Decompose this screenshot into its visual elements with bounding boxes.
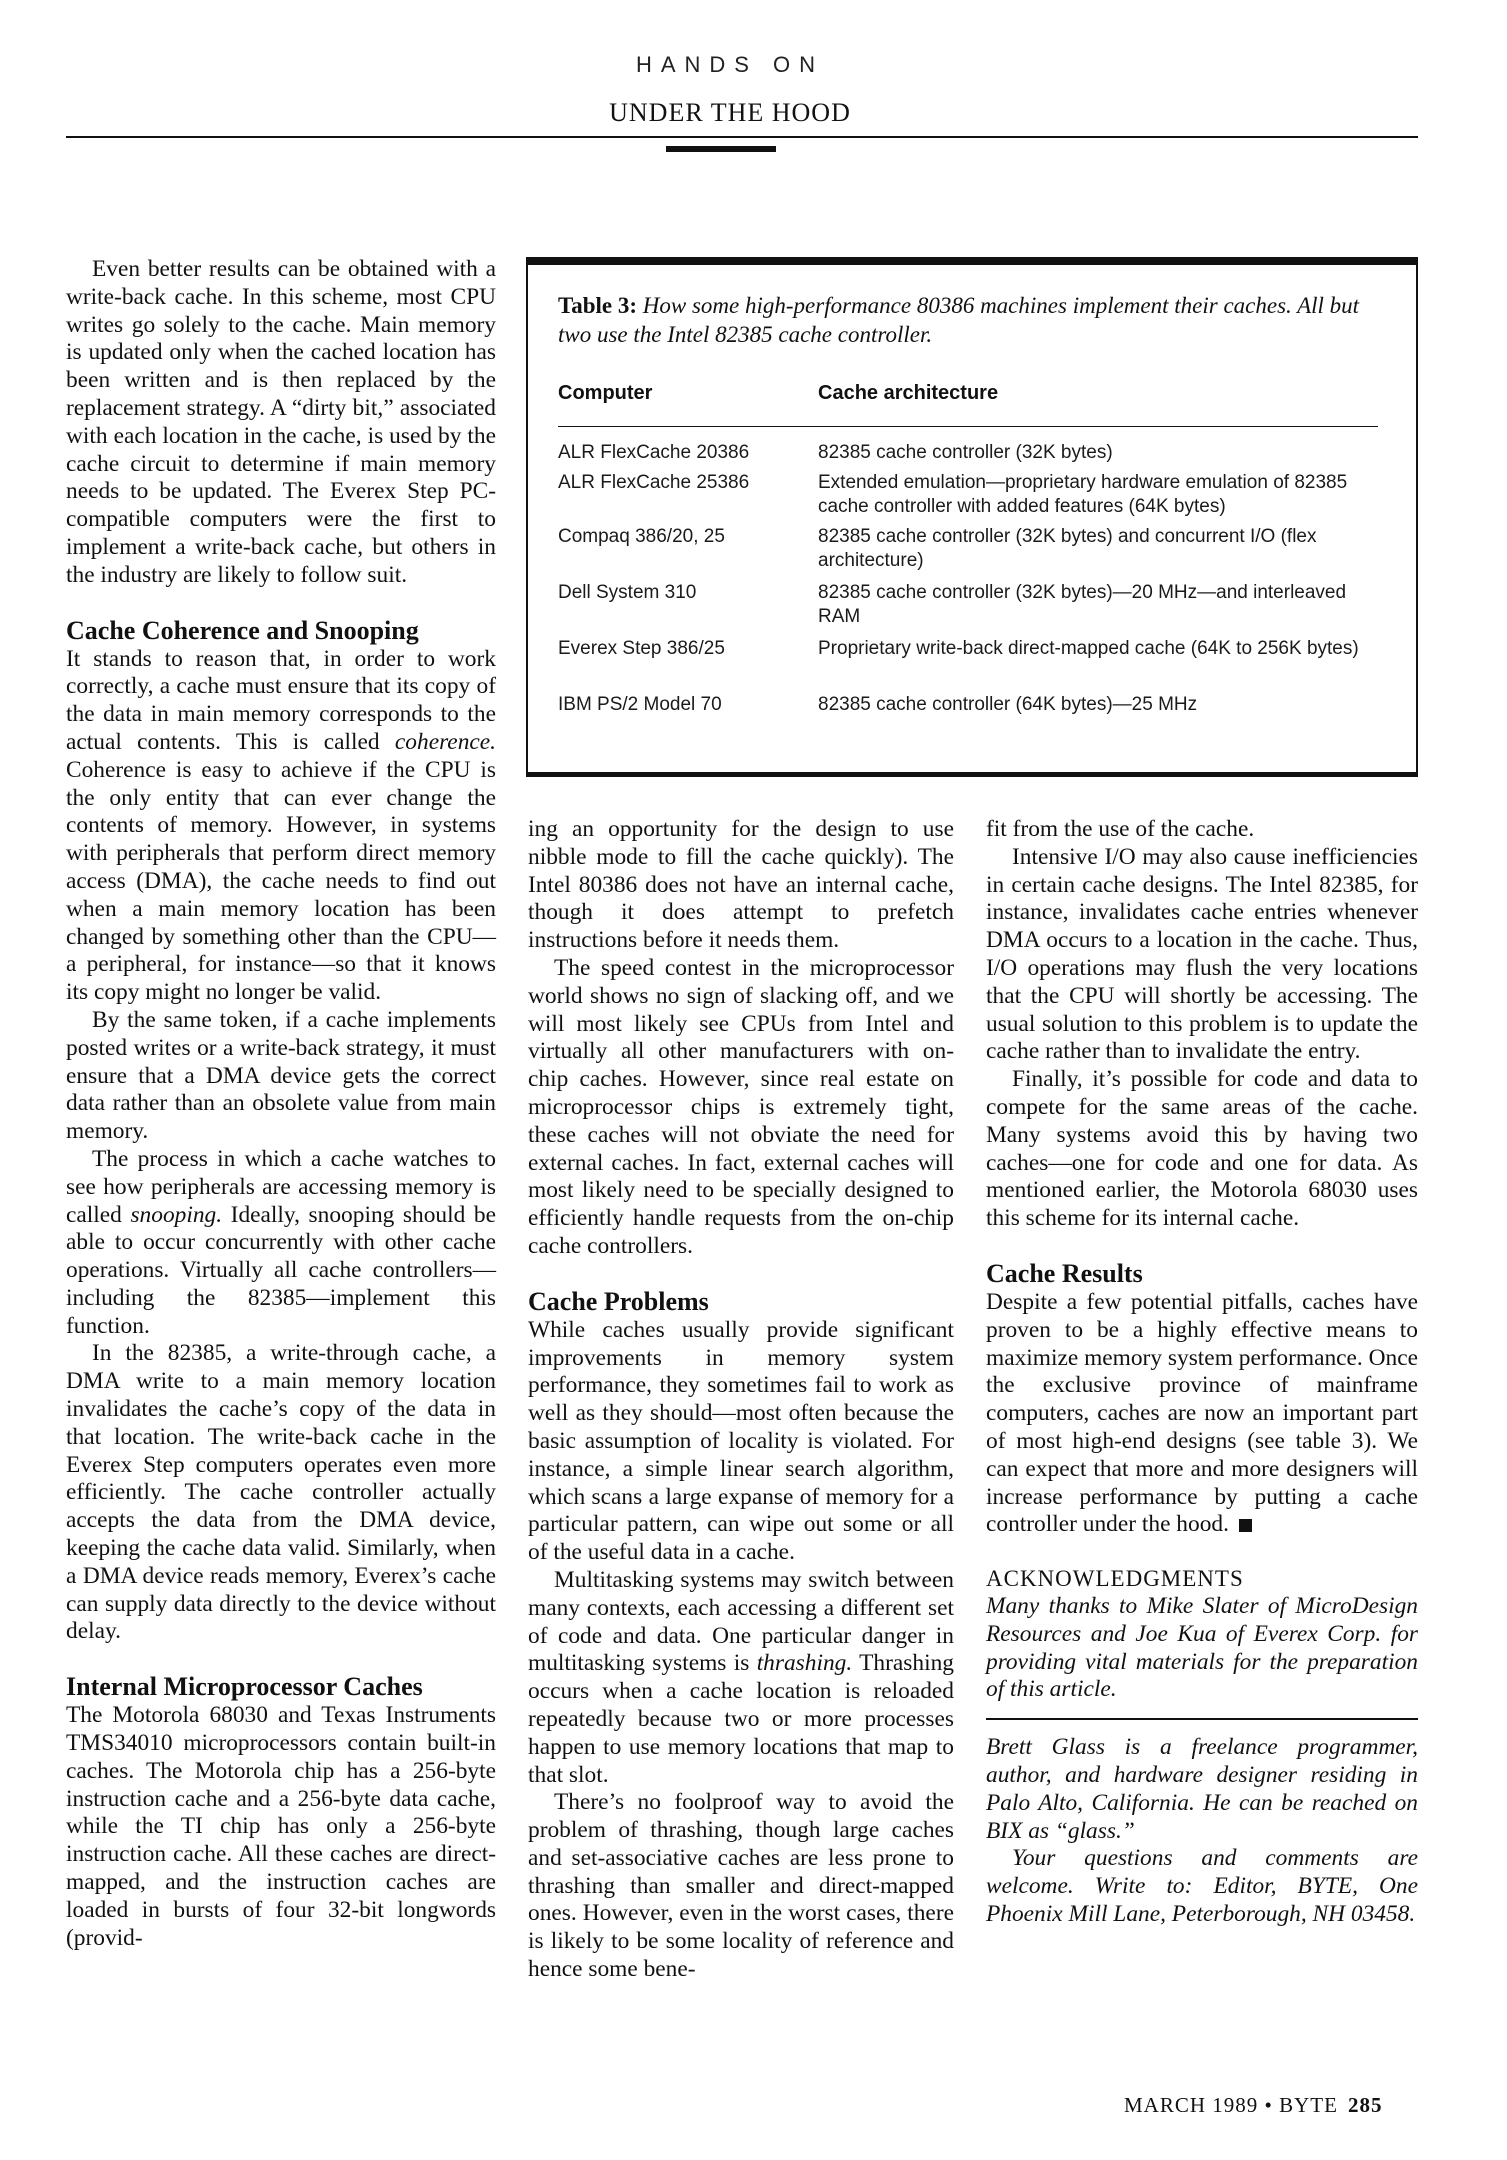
header-rule bbox=[66, 136, 1418, 138]
section-heading: Internal Microprocessor Caches bbox=[66, 1672, 423, 1702]
cell-architecture: 82385 cache controller (32K bytes)—20 MHz—and interleaved RAM bbox=[818, 582, 1347, 627]
paragraph: The Motorola 68030 and Texas Instruments TMS34010 microprocessors contain built-in caches. The Motorola chip has a 256-byte instruction cache and a 256-byte data cache, while the TI chip has only a 256-byte instruction cache. All these caches are direct-mapped, and the instruction caches are loaded in bursts of four 32-bit longwords (provid- bbox=[66, 1702, 496, 1951]
column-1 bbox=[66, 256, 496, 1952]
paragraph: Finally, it’s possible for code and data to compete for the same areas of the cache. Many systems avoid this by having two caches—one for code and one for data. As mentioned earlier, the Motorola 68030 uses this scheme for its internal cache. bbox=[986, 1066, 1418, 1232]
paragraph: The speed contest in the microprocessor world shows no sign of slacking off, and we will most likely see CPUs from Intel and virtually all other manufacturers with on-chip caches. However, since real estate on microprocessor chips is extremely tight, these caches will not obviate the need for external caches. In fact, external caches will most likely need to be specially designed to efficiently handle requests from the on-chip cache controllers. bbox=[528, 954, 954, 1259]
cell-computer: Dell System 310 bbox=[558, 582, 697, 603]
section-title: UNDER THE HOOD bbox=[609, 98, 851, 127]
bio-rule bbox=[986, 1718, 1418, 1720]
paragraph: By the same token, if a cache implements posted writes or a write-back strategy, it must ensure that a DMA device gets the correct data rather than an obsolete value from main memory. bbox=[66, 1006, 496, 1145]
column-header-computer: Computer bbox=[558, 382, 653, 404]
paragraph: Multitasking systems may switch between many contexts, each accessing a different set of code and data. One particular danger in multitasking systems is thrashing. Thrashing occurs when a cache location is reloaded repeatedly because two or more processes happen to use memory locations that map to that slot. bbox=[528, 1566, 954, 1788]
acknowledgments-heading: ACKNOWLEDGMENTS bbox=[986, 1566, 1244, 1592]
paragraph: It stands to reason that, in order to work correctly, a cache must ensure that its copy of the data in main memory corresponds to the actual contents. This is called coherence. Coherence is easy to achieve if the CPU is the only entity that can ever change the contents of memory. However, in systems with peripherals that perform direct memory access (DMA), the cache needs to find out when a main memory location has been changed by something other than the CPU—a peripheral, for instance—so that it knows its copy might no longer be valid. bbox=[66, 645, 496, 1006]
author-bio: Brett Glass is a freelance programmer, author, and hardware designer residing in Palo Alto, California. He can be reached on BIX as “glass.” bbox=[986, 1734, 1418, 1844]
section-kicker: HANDS ON bbox=[635, 52, 825, 77]
cell-architecture: 82385 cache controller (64K bytes)—25 MHz bbox=[818, 694, 1198, 715]
paragraph: While caches usually provide significant improvements in memory system performance, they sometimes fail to work as well as they should—most often because the basic assumption of locality is violated. For instance, a simple linear search algorithm, which scans a large expanse of memory for a particular pattern, can wipe out some or all of the useful data in a cache. bbox=[528, 1316, 954, 1566]
paragraph: Intensive I/O may also cause inefficiencies in certain cache designs. The Intel 82385, for instance, invalidates cache entries whenever DMA occurs to a location in the cache. Thus, I/O operations may flush the very locations that the CPU will shortly be accessing. The usual solution to this problem is to update the cache rather than to invalidate the entry. bbox=[986, 843, 1418, 1065]
table-caption bbox=[558, 291, 1378, 349]
table-header-rule bbox=[558, 426, 1378, 427]
section-heading: Cache Problems bbox=[528, 1286, 709, 1316]
contact-note: Your questions and comments are welcome. Write to: Editor, BYTE, One Phoenix Mill Lane, Peterborough, NH 03458. bbox=[986, 1845, 1418, 1927]
issue-info: MARCH 1989 • BYTE bbox=[1124, 2093, 1338, 2117]
cell-architecture: Extended emulation—proprietary hardware emulation of 82385 cache controller with added features (64K bytes) bbox=[818, 472, 1348, 517]
cell-architecture: 82385 cache controller (32K bytes) bbox=[818, 442, 1113, 463]
header-accent-bar bbox=[666, 146, 776, 152]
column-3 bbox=[986, 816, 1418, 1929]
table-caption-text: How some high-performance 80386 machines implement their caches. All but two use the Intel 82385 cache controller. bbox=[558, 293, 1360, 347]
paragraph: The process in which a cache watches to see how peripherals are accessing memory is called snooping. Ideally, snooping should be able to occur concurrently with other cache operations. Virtually all cache controllers—including the 82385—implement this function. bbox=[66, 1145, 496, 1339]
paragraph: fit from the use of the cache. bbox=[986, 816, 1255, 842]
acknowledgments-body: Many thanks to Mike Slater of MicroDesign Resources and Joe Kua of Everex Corp. for providing vital materials for the preparation of this article. bbox=[986, 1592, 1418, 1703]
end-of-article-mark bbox=[1239, 1519, 1252, 1532]
section-heading: Cache Results bbox=[986, 1258, 1143, 1288]
cell-computer: Compaq 386/20, 25 bbox=[558, 526, 725, 547]
paragraph: In the 82385, a write-through cache, a DMA write to a main memory location invalidates the cache’s copy of the data in that location. The write-back cache in the Everex Step computers operates even more efficiently. The cache controller actually accepts the data from the DMA device, keeping the cache data valid. Similarly, when a DMA device reads memory, Everex’s cache can supply data directly to the device without delay. bbox=[66, 1340, 496, 1645]
cell-computer: IBM PS/2 Model 70 bbox=[558, 694, 722, 715]
column-2 bbox=[528, 816, 954, 1984]
paragraph: ing an opportunity for the design to use nibble mode to fill the cache quickly). The Intel 80386 does not have an internal cache, though it does attempt to prefetch instructions before it needs them. bbox=[528, 816, 954, 954]
paragraph: Despite a few potential pitfalls, caches have proven to be a highly effective means to maximize memory system performance. Once the exclusive province of mainframe computers, caches are now an important part of most high-end designs (see table 3). We can expect that more and more designers will increase performance by putting a cache controller under the hood. bbox=[986, 1288, 1418, 1538]
section-heading: Cache Coherence and Snooping bbox=[66, 615, 419, 645]
cell-computer: Everex Step 386/25 bbox=[558, 638, 725, 659]
cell-computer: ALR FlexCache 25386 bbox=[558, 472, 750, 493]
cell-architecture: Proprietary write-back direct-mapped cache (64K to 256K bytes) bbox=[818, 638, 1359, 659]
paragraph: There’s no foolproof way to avoid the problem of thrashing, though large caches and set-associative caches are less prone to thrashing than smaller and direct-mapped ones. However, even in the worst cases, there is likely to be some locality of reference and hence some bene- bbox=[528, 1789, 954, 1983]
column-header-cache-architecture: Cache architecture bbox=[818, 382, 999, 404]
cell-architecture: 82385 cache controller (32K bytes) and concurrent I/O (flex architecture) bbox=[818, 526, 1317, 571]
cell-computer: ALR FlexCache 20386 bbox=[558, 442, 750, 463]
paragraph: Even better results can be obtained with a write-back cache. In this scheme, most CPU writes go solely to the cache. Main memory is updated only when the cached location has been written and is then replaced by the replacement strategy. A “dirty bit,” associated with each location in the cache, is used by the cache circuit to determine if main memory needs to be updated. The Everex Step PC-compatible computers were the first to implement a write-back cache, but others in the industry are likely to follow suit. bbox=[66, 256, 496, 588]
page-footer bbox=[1124, 2093, 1382, 2118]
table-label: Table 3: bbox=[558, 293, 638, 318]
page-number: 285 bbox=[1347, 2093, 1383, 2117]
table-3 bbox=[526, 257, 1418, 777]
